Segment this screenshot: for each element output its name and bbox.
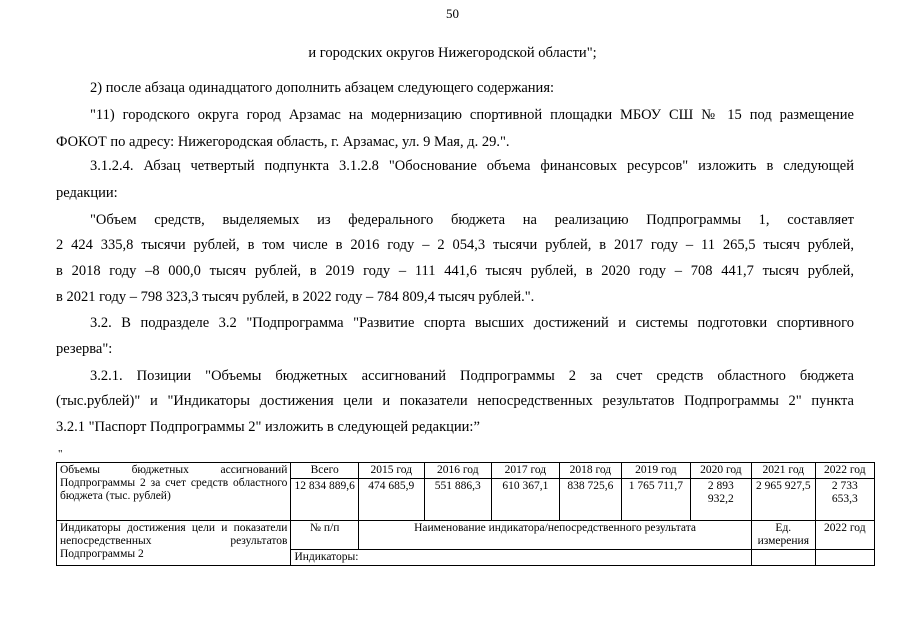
indicators-section-cell: Индикаторы: xyxy=(291,550,752,566)
header-cell: № п/п xyxy=(291,521,359,550)
header-cell: 2022 год xyxy=(815,521,874,550)
header-cell: 2019 год xyxy=(622,463,691,479)
header-cell: Всего xyxy=(291,463,359,479)
header-cell: Наименование индикатора/непосредственного результата xyxy=(359,521,752,550)
text-line: и городских округов Нижегородской области"; xyxy=(308,45,597,61)
header-cell: 2018 год xyxy=(559,463,621,479)
text-line: 2) после абзаца одинадцатого дополнить абзацем следующего содержания: xyxy=(90,80,555,96)
text-line: в 2021 году – 798 323,3 тысяч рублей, в 2022 году – 784 809,4 тысяч рублей.". xyxy=(56,289,535,305)
value-cell: 2 733 653,3 xyxy=(815,479,874,521)
value-cell: 1 765 711,7 xyxy=(622,479,691,521)
text-line: 3.1.2.4. Абзац четвертый подпункта 3.1.2.8 "Обоснование объема финансовых ресурсов" изложить в следующей xyxy=(90,158,854,174)
empty-cell xyxy=(752,550,815,566)
text-line: резерва": xyxy=(56,341,113,357)
value-cell: 2 893 932,2 xyxy=(690,479,751,521)
passport-table xyxy=(56,462,875,566)
value-cell: 12 834 889,6 xyxy=(291,479,359,521)
quote-mark: " xyxy=(58,448,63,460)
text-line: ФОКОТ по адресу: Нижегородская область, г. Арзамас, ул. 9 Мая, д. 29.". xyxy=(56,134,510,150)
indicators-label-cell: Индикаторы достижения цели и показатели непосредственных результатов Подпрограммы 2 xyxy=(57,521,291,566)
text-line: 3.2. В подразделе 3.2 "Подпрограмма "Развитие спорта высших достижений и системы подготовки спортивного xyxy=(90,315,854,331)
text-line: 3.2.1. Позиции "Объемы бюджетных ассигнований Подпрограммы 2 за счет средств областного бюджета xyxy=(90,368,854,384)
table-row xyxy=(57,521,875,550)
value-cell: 838 725,6 xyxy=(559,479,621,521)
page-number: 50 xyxy=(446,6,459,21)
text-line: 3.2.1 "Паспорт Подпрограммы 2" изложить в следующей редакции:” xyxy=(56,419,480,435)
header-cell: 2015 год xyxy=(359,463,425,479)
text-line: "Объем средств, выделяемых из федерального бюджета на реализацию Подпрограммы 1, составляет xyxy=(90,212,854,228)
value-cell: 2 965 927,5 xyxy=(752,479,815,521)
header-cell: 2021 год xyxy=(752,463,815,479)
value-cell: 474 685,9 xyxy=(359,479,425,521)
text-line: 2 424 335,8 тысячи рублей, в том числе в 2016 году – 2 054,3 тысячи рублей, в 2017 году – 11 265,5 тысяч рублей, xyxy=(56,237,854,253)
header-cell: 2020 год xyxy=(690,463,751,479)
header-cell: 2016 год xyxy=(424,463,492,479)
header-cell: 2022 год xyxy=(815,463,874,479)
header-cell: Ед. измерения xyxy=(752,521,815,550)
text-line: в 2018 году –8 000,0 тысяч рублей, в 2019 году – 111 441,6 тысяч рублей, в 2020 году – 708 441,7 тысяч рублей, xyxy=(56,263,854,279)
budget-label-cell: Объемы бюджетных ассигнований Подпрограммы 2 за счет средств областного бюджета (тыс. рублей) xyxy=(57,463,291,521)
value-cell: 610 367,1 xyxy=(492,479,560,521)
text-line: редакции: xyxy=(56,185,118,201)
table-row xyxy=(57,463,875,479)
value-cell: 551 886,3 xyxy=(424,479,492,521)
header-cell: 2017 год xyxy=(492,463,560,479)
text-line: "11) городского округа город Арзамас на модернизацию спортивной площадки МБОУ СШ № 15 под размещение xyxy=(90,107,854,123)
text-line: (тыс.рублей)" и "Индикаторы достижения цели и показатели непосредственных результатов Подпрограммы 2" пункта xyxy=(56,393,854,409)
empty-cell xyxy=(815,550,874,566)
